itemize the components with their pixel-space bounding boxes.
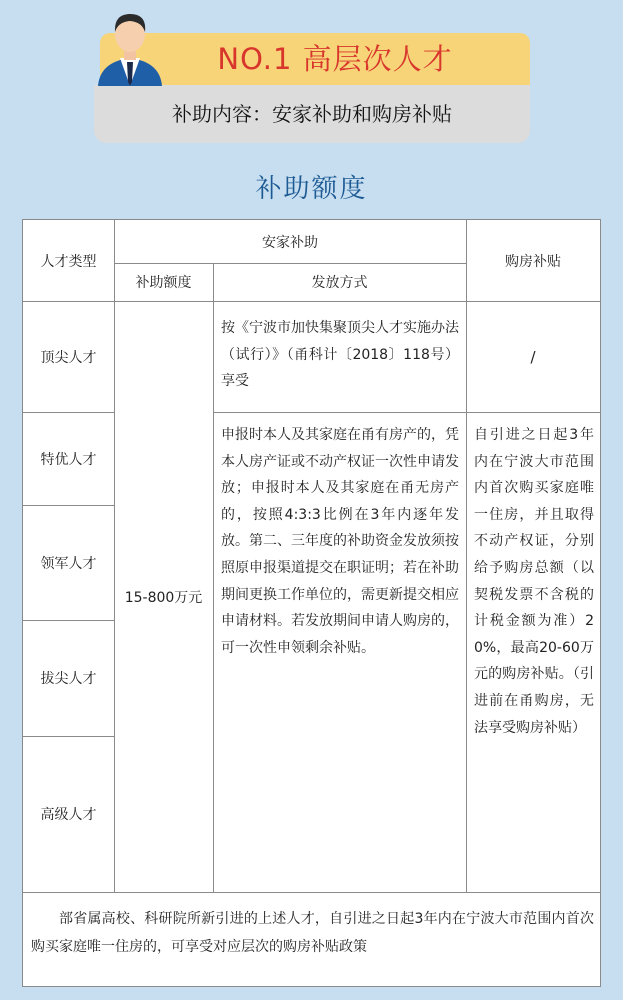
- top-talent-method: 按《宁波市加快集聚顶尖人才实施办法（试行）》（甬科计〔2018〕118号）享受: [221, 320, 459, 390]
- banner-subtitle-bar: [94, 85, 530, 143]
- top-talent-housing: /: [530, 347, 536, 366]
- header-housing-subsidy: 购房补贴: [505, 253, 561, 270]
- banner-title: NO.1 高层次人才: [217, 42, 453, 76]
- header-amount: 补助额度: [135, 275, 192, 291]
- footer-note: 部省属高校、科研院所新引进的上述人才，自引进之日起3年内在宁波大市范围内首次购买家庭唯一住房的，可享受对应层次的购房补贴政策: [31, 911, 594, 955]
- banner-subtitle: 补助内容：安家补助和购房补贴: [172, 102, 452, 126]
- row-label: 拔尖人才: [40, 671, 97, 687]
- subsidy-table: [22, 219, 601, 987]
- grid-line: [213, 412, 600, 413]
- other-talent-method: 申报时本人及其家庭在甬有房产的，凭本人房产证或不动产权证一次性申请发放；申报时本人及其家庭在甬无房产的，按照4:3:3比例在3年内逐年发放。第二、三年度的补助资金发放须按照原申报渠道提交在职证明；若在补助期间更换工作单位的，需更新提交相应申请材料。若发放期间申请人购房的，可一次性申领剩余补贴。: [221, 427, 459, 656]
- row-label: 顶尖人才: [40, 349, 97, 366]
- person-avatar-icon: [90, 6, 170, 86]
- grid-line: [23, 892, 600, 893]
- section-title: 补助额度: [255, 174, 368, 204]
- row-label: 高级人才: [40, 807, 97, 823]
- grid-line: [213, 263, 214, 892]
- row-label: 领军人才: [40, 555, 97, 572]
- other-talent-housing: 自引进之日起3年内在宁波大市范围内首次购买家庭唯一住房，并且取得不动产权证，分别给予购房总额（以契税发票不含税的计税金额为准）20%，最高20-60万元的购房补贴。（引进前在甬购房，无法享受购房补贴）: [474, 427, 594, 736]
- header-settle-subsidy: 安家补助: [262, 234, 318, 251]
- header-talent-type: 人才类型: [40, 253, 97, 270]
- subsidy-amount-value: 15-800万元: [124, 589, 203, 606]
- row-label: 特优人才: [40, 451, 97, 468]
- header-method: 发放方式: [311, 275, 368, 291]
